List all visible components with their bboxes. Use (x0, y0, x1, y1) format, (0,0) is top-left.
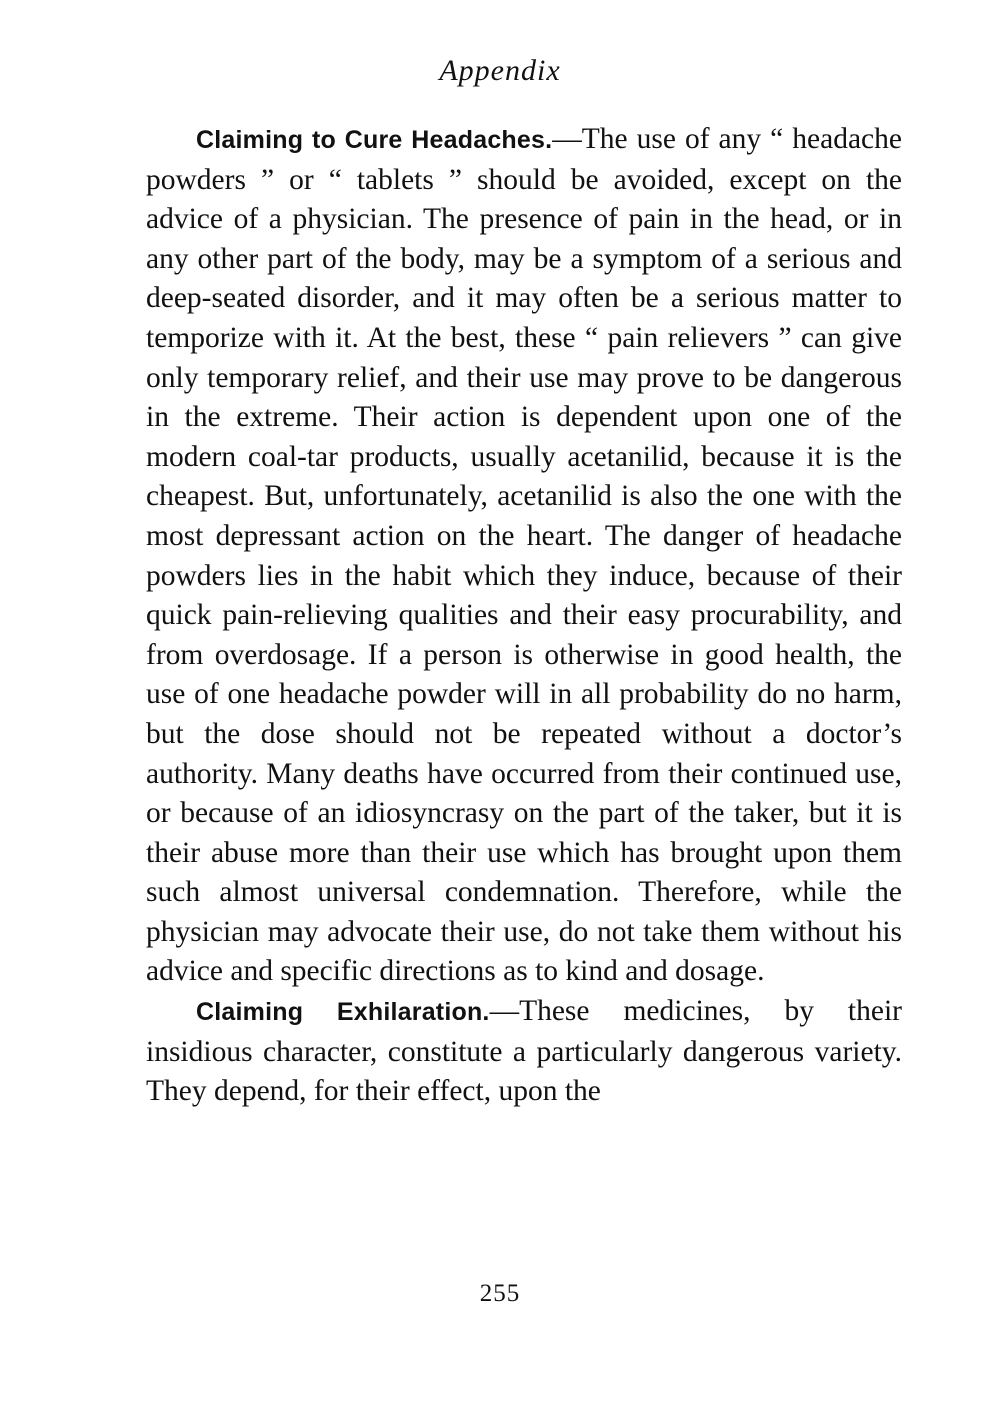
paragraph-exhilaration (146, 992, 902, 1112)
paragraph-body: —These medicines, by their insidious character, constitute a particularly dangerous variety. They depend, for their effect, upon the (146, 995, 902, 1108)
paragraph-headaches (146, 120, 902, 992)
body-text (146, 120, 902, 1112)
paragraph-heading: Claiming Exhilaration. (196, 998, 490, 1027)
paragraph-heading: Claiming to Cure Headaches. (196, 126, 553, 154)
paragraph-body: —The use of any “ headache powders ” or “ tablets ” should be avoided, except on the advice of a physician. The presence of pain in the head, or in any other part of the body, may be a symptom of a serious and deep-seated disorder, and it may often be a serious matter to temporize with it. At the best, these “ pain relievers ” can give only temporary relief, and their use may prove to be dangerous in the extreme. Their action is dependent upon one of the modern coal-tar products, usually acetanilid, because it is the cheapest. But, unfortunately, acetanilid is also the one with the most depressant action on the heart. The danger of headache powders lies in the habit which they induce, because of their quick pain-relieving qualities and their easy procurability, and from overdosage. If a person is otherwise in good health, the use of one headache powder will in all probability do no harm, but the dose should not be repeated without a doctor’s authority. Many deaths have occurred from their continued use, or because of an idiosyncrasy on the part of the taker, but it is their abuse more than their use which has brought upon them such almost universal condemnation. Therefore, while the physician may advocate their use, do not take them without his advice and specific directions as to kind and dosage. (146, 123, 902, 988)
running-head: Appendix (439, 54, 561, 87)
page-number: 255 (479, 1280, 521, 1307)
